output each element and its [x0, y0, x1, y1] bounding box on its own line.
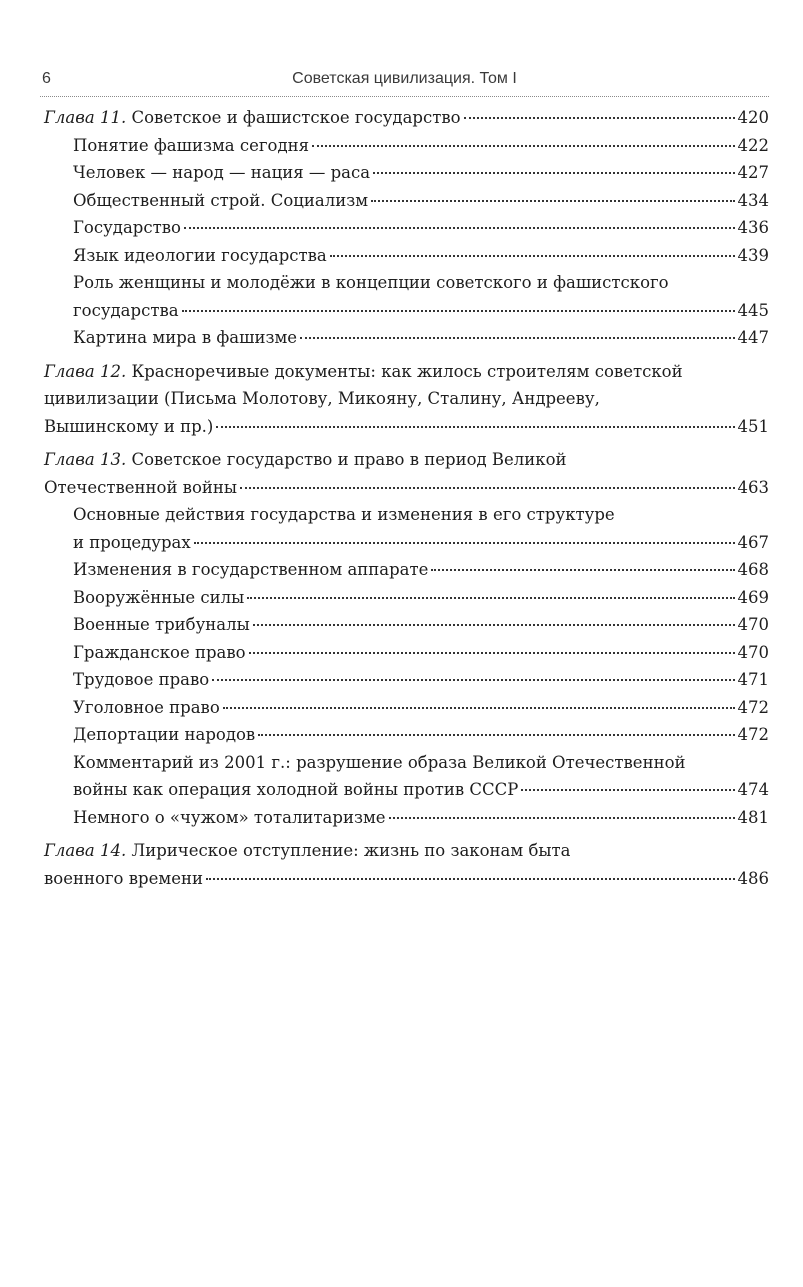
dot-leader	[312, 145, 734, 147]
toc-entry-text	[73, 297, 179, 325]
toc-entry-line	[73, 214, 769, 242]
toc-entry-text	[73, 721, 255, 749]
toc-entry-text	[73, 804, 386, 832]
toc-section[interactable]	[40, 556, 769, 584]
toc-entry-line	[73, 187, 769, 215]
toc-entry-line	[44, 385, 769, 413]
toc-page-number: 434	[737, 190, 769, 210]
toc-entry-text	[44, 413, 213, 441]
dot-leader	[253, 624, 735, 626]
toc-entry-title: Роль женщины и молодёжи в концепции советского и фашистского	[73, 273, 669, 292]
toc-entry-title: Немного о «чужом» тоталитаризме	[73, 807, 386, 827]
toc-entry-title: Советское государство и право в период Великой	[131, 450, 567, 469]
toc-entry-text	[73, 242, 327, 270]
toc-entry-line	[73, 159, 769, 187]
toc-entry-title: Вышинскому и пр.)	[44, 416, 214, 436]
toc-entry-line	[73, 556, 769, 584]
toc-section[interactable]	[40, 666, 769, 694]
toc-entry-text	[73, 214, 181, 242]
toc-section[interactable]	[40, 132, 769, 160]
table-of-contents	[40, 104, 769, 892]
toc-page-number: 468	[737, 560, 769, 579]
toc-page-number: 447	[737, 328, 769, 347]
toc-entry-title: цивилизации (Письма Молотову, Микояну, Сталину, Андрееву,	[44, 389, 600, 408]
toc-page-number: 422	[737, 135, 769, 155]
toc-entry-text	[44, 450, 567, 469]
toc-section[interactable]	[40, 639, 769, 667]
chapter-label: Глава 13.	[44, 450, 127, 469]
toc-entry-title: Основные действия государства и изменения в его структуре	[73, 505, 615, 524]
toc-entry-line	[73, 776, 769, 804]
toc-entry-title: Изменения в государственном аппарате	[73, 560, 429, 579]
toc-entry-title: Понятие фашизма сегодня	[73, 135, 310, 155]
toc-entry-line	[73, 324, 769, 352]
toc-entry-line	[44, 837, 769, 865]
toc-entry-text	[73, 187, 368, 215]
toc-entry-line	[73, 529, 769, 557]
toc-entry-text	[44, 362, 683, 381]
toc-entry-text	[73, 505, 615, 524]
toc-entry-line	[73, 501, 769, 529]
toc-entry-title: военного времени	[44, 868, 203, 888]
toc-section[interactable]	[40, 584, 769, 612]
toc-entry-text	[73, 694, 220, 722]
toc-page-number: 472	[737, 725, 769, 744]
toc-page-number: 481	[737, 807, 769, 827]
toc-chapter[interactable]	[40, 837, 769, 892]
toc-section[interactable]	[40, 611, 769, 639]
toc-page-number: 420	[737, 108, 769, 127]
toc-entry-text	[73, 776, 518, 804]
toc-entry-text	[73, 132, 309, 160]
toc-section[interactable]	[40, 242, 769, 270]
toc-section[interactable]	[40, 721, 769, 749]
toc-page-number: 463	[737, 477, 769, 497]
toc-entry-line	[73, 297, 769, 325]
toc-page-number: 445	[737, 300, 769, 320]
toc-page-number: 427	[737, 163, 769, 182]
toc-entry-text	[73, 639, 246, 667]
toc-section[interactable]	[40, 159, 769, 187]
toc-entry-title: Трудовое право	[73, 670, 210, 689]
toc-entry-text	[44, 474, 237, 502]
toc-page-number: 436	[737, 218, 769, 237]
toc-page-number: 470	[737, 615, 769, 634]
toc-entry-line	[44, 865, 769, 893]
toc-page-number: 469	[737, 587, 769, 607]
toc-entry-title: и процедурах	[73, 532, 191, 552]
toc-entry-text	[44, 841, 571, 860]
dot-leader	[194, 542, 735, 544]
dot-leader	[249, 652, 735, 654]
toc-entry-line	[44, 358, 769, 386]
toc-section[interactable]	[40, 501, 769, 556]
page-number: 6	[42, 70, 51, 87]
running-title: Советская цивилизация. Том I	[292, 70, 517, 87]
toc-entry-line	[73, 804, 769, 832]
dot-leader	[184, 227, 735, 229]
toc-entry-text	[73, 529, 191, 557]
toc-entry-line	[73, 611, 769, 639]
toc-entry-title: Советское и фашистское государство	[131, 108, 461, 127]
toc-page-number: 472	[737, 697, 769, 717]
toc-entry-title: Язык идеологии государства	[73, 245, 327, 265]
toc-entry-text	[73, 556, 428, 584]
toc-entry-line	[73, 269, 769, 297]
dot-leader	[182, 310, 735, 312]
toc-chapter[interactable]	[40, 104, 769, 132]
toc-chapter[interactable]	[40, 446, 769, 501]
dot-leader	[300, 337, 734, 339]
toc-entry-line	[44, 104, 769, 132]
toc-page-number: 486	[737, 868, 769, 888]
toc-entry-title: Уголовное право	[73, 697, 220, 717]
toc-entry-text	[73, 584, 244, 612]
running-header	[40, 66, 769, 97]
toc-entry-title: Лирическое отступление: жизнь по законам быта	[131, 841, 571, 860]
dot-leader	[223, 707, 735, 709]
toc-entry-text	[73, 273, 669, 292]
toc-entry-line	[44, 474, 769, 502]
toc-entry-title: Красноречивые документы: как жилось строителям советской	[131, 361, 683, 381]
toc-entry-title: Общественный строй. Социализм	[73, 190, 369, 210]
toc-section[interactable]	[40, 269, 769, 324]
toc-entry-title: Государство	[73, 218, 181, 237]
toc-section[interactable]	[40, 804, 769, 832]
toc-entry-text	[73, 666, 209, 694]
toc-entry-text	[73, 159, 370, 187]
toc-entry-text	[44, 865, 203, 893]
dot-leader	[216, 426, 734, 428]
dot-leader	[240, 487, 734, 489]
toc-entry-text	[44, 389, 600, 408]
toc-entry-title: Комментарий из 2001 г.: разрушение образа Великой Отечественной	[73, 752, 686, 772]
toc-page-number: 471	[737, 670, 769, 689]
dot-leader	[330, 255, 735, 257]
dot-leader	[206, 878, 735, 880]
toc-entry-title: государства	[73, 300, 179, 320]
toc-entry-line	[73, 242, 769, 270]
toc-entry-title: Человек — народ — нация — раса	[73, 163, 371, 182]
dot-leader	[431, 569, 734, 571]
dot-leader	[389, 817, 735, 819]
toc-page-number: 470	[737, 642, 769, 662]
toc-entry-line	[73, 694, 769, 722]
toc-entry-title: Военные трибуналы	[73, 615, 250, 634]
chapter-label: Глава 14.	[44, 841, 127, 860]
chapter-label: Глава 11.	[44, 108, 127, 127]
toc-entry-title: Гражданское право	[73, 642, 246, 662]
toc-entry-text	[73, 611, 250, 639]
chapter-label: Глава 12.	[44, 361, 127, 381]
toc-entry-text	[73, 753, 686, 772]
toc-section[interactable]	[40, 214, 769, 242]
toc-page-number: 451	[737, 416, 769, 436]
toc-entry-line	[73, 639, 769, 667]
toc-entry-line	[44, 413, 769, 441]
toc-entry-line	[44, 446, 769, 474]
toc-entry-line	[73, 749, 769, 777]
toc-entry-line	[73, 132, 769, 160]
dot-leader	[258, 734, 734, 736]
toc-section[interactable]	[40, 324, 769, 352]
toc-chapter[interactable]	[40, 358, 769, 441]
toc-entry-line	[73, 584, 769, 612]
dot-leader	[373, 172, 734, 174]
toc-entry-title: Отечественной войны	[44, 477, 238, 497]
dot-leader	[247, 597, 734, 599]
toc-page-number: 467	[737, 532, 769, 552]
toc-entry-line	[73, 666, 769, 694]
dot-leader	[371, 200, 734, 202]
toc-section[interactable]	[40, 749, 769, 804]
dot-leader	[212, 679, 734, 681]
dot-leader	[521, 789, 734, 791]
dot-leader	[464, 117, 735, 119]
toc-section[interactable]	[40, 187, 769, 215]
toc-entry-title: войны как операция холодной войны против СССР	[73, 780, 519, 799]
toc-entry-line	[73, 721, 769, 749]
toc-entry-text	[44, 104, 461, 132]
toc-entry-title: Вооружённые силы	[73, 587, 245, 607]
toc-page-number: 439	[737, 245, 769, 265]
toc-entry-title: Картина мира в фашизме	[73, 328, 298, 347]
toc-entry-text	[73, 324, 297, 352]
toc-section[interactable]	[40, 694, 769, 722]
toc-entry-title: Депортации народов	[73, 725, 256, 744]
toc-page-number: 474	[737, 780, 769, 799]
